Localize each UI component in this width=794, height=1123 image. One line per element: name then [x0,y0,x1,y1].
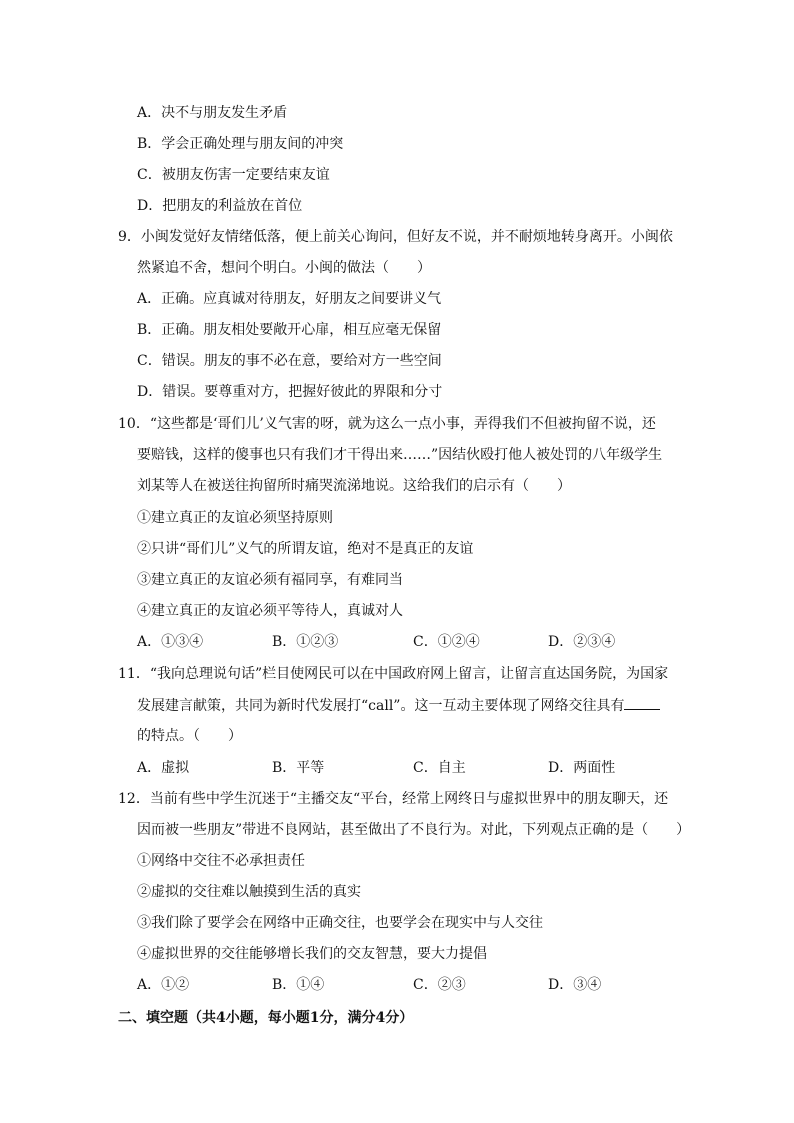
q9-option-d: D．错误。要尊重对方，把握好彼此的界限和分寸 [137,384,443,400]
q10-stem-line3: 刘某等人在被送往拘留所时痛哭流涕地说。这给我们的启示有（ ） [137,478,571,494]
q10-statement-4: ④建立真正的友谊必须平等待人，真诚对人 [137,603,403,619]
q12-choice-b: B．①④ [272,977,325,993]
q12-statement-1: ①网络中交往不必承担责任 [137,853,305,869]
q12-choice-a: A．①② [137,977,190,993]
q10-statement-1: ①建立真正的友谊必须坚持原则 [137,510,333,526]
q12-choice-c: C．②③ [413,977,466,993]
q11-choice-c: C．自主 [413,760,466,776]
q8-option-c: C．被朋友伤害一定要结束友谊 [137,167,330,183]
q10-statement-3: ③建立真正的友谊必须有福同享，有难同当 [137,572,403,588]
q8-option-a: A．决不与朋友发生矛盾 [137,105,288,121]
q10-choice-a: A．①③④ [137,634,204,650]
q9-stem-line2: 然紧追不舍，想问个明白。小闽的做法（ ） [137,260,431,276]
q12-statement-3: ③我们除了要学会在网络中正确交往，也要学会在现实中与人交往 [137,915,543,931]
q11-stem-line2 [137,695,660,716]
q10-stem-line1: 10．“这些都是‘哥们儿’义气害的呀，就为这么一点小事，弄得我们不但被拘留不说，还 [118,416,656,432]
q12-statement-2: ②虚拟的交往难以触摸到生活的真实 [137,884,361,900]
q11-choice-a: A．虚拟 [137,760,190,776]
answer-blank [624,695,660,710]
q8-option-b: B．学会正确处理与朋友间的冲突 [137,136,344,152]
q9-stem-line1: 9．小闽发觉好友情绪低落，便上前关心询问，但好友不说，并不耐烦地转身离开。小闽依 [118,229,673,245]
q11-choice-b: B．平等 [272,760,325,776]
q9-option-b: B．正确。朋友相处要敞开心扉，相互应毫无保留 [137,322,442,338]
q11-choice-d: D．两面性 [548,760,616,776]
q11-stem-line2-text: 发展建言献策，共同为新时代发展打“call”。这一互动主要体现了网络交往具有 [137,698,625,714]
q8-option-d: D．把朋友的利益放在首位 [137,198,303,214]
q12-stem-line2: 因而被一些朋友”带进不良网站，甚至做出了不良行为。对此，下列观点正确的是（ ） [137,822,691,838]
q12-stem-line1: 12．当前有些中学生沉迷于“主播交友“平台，经常上网终日与虚拟世界中的朋友聊天，还 [118,791,669,807]
q10-choice-b: B．①②③ [272,634,339,650]
section-heading-fill-in: 二、填空题（共4小题，每小题1分，满分4分） [118,1010,414,1026]
q12-choice-d: D．③④ [548,977,602,993]
q10-choice-c: C．①②④ [413,634,480,650]
q11-stem-line1: 11．“我向总理说句话”栏目使网民可以在中国政府网上留言，让留言直达国务院，为国家 [118,666,669,682]
q10-stem-line2: 要赔钱，这样的傻事也只有我们才干得出来……”因结伙殴打他人被处罚的八年级学生 [137,447,663,463]
q11-stem-line3: 的特点。（ ） [137,728,242,744]
q9-option-a: A．正确。应真诚对待朋友，好朋友之间要讲义气 [137,291,442,307]
q10-choice-d: D．②③④ [548,634,616,650]
q9-option-c: C．错误。朋友的事不必在意，要给对方一些空间 [137,353,442,369]
q12-statement-4: ④虚拟世界的交往能够增长我们的交友智慧，要大力提倡 [137,946,487,962]
q10-statement-2: ②只讲“哥们儿”义气的所谓友谊，绝对不是真正的友谊 [137,541,474,557]
